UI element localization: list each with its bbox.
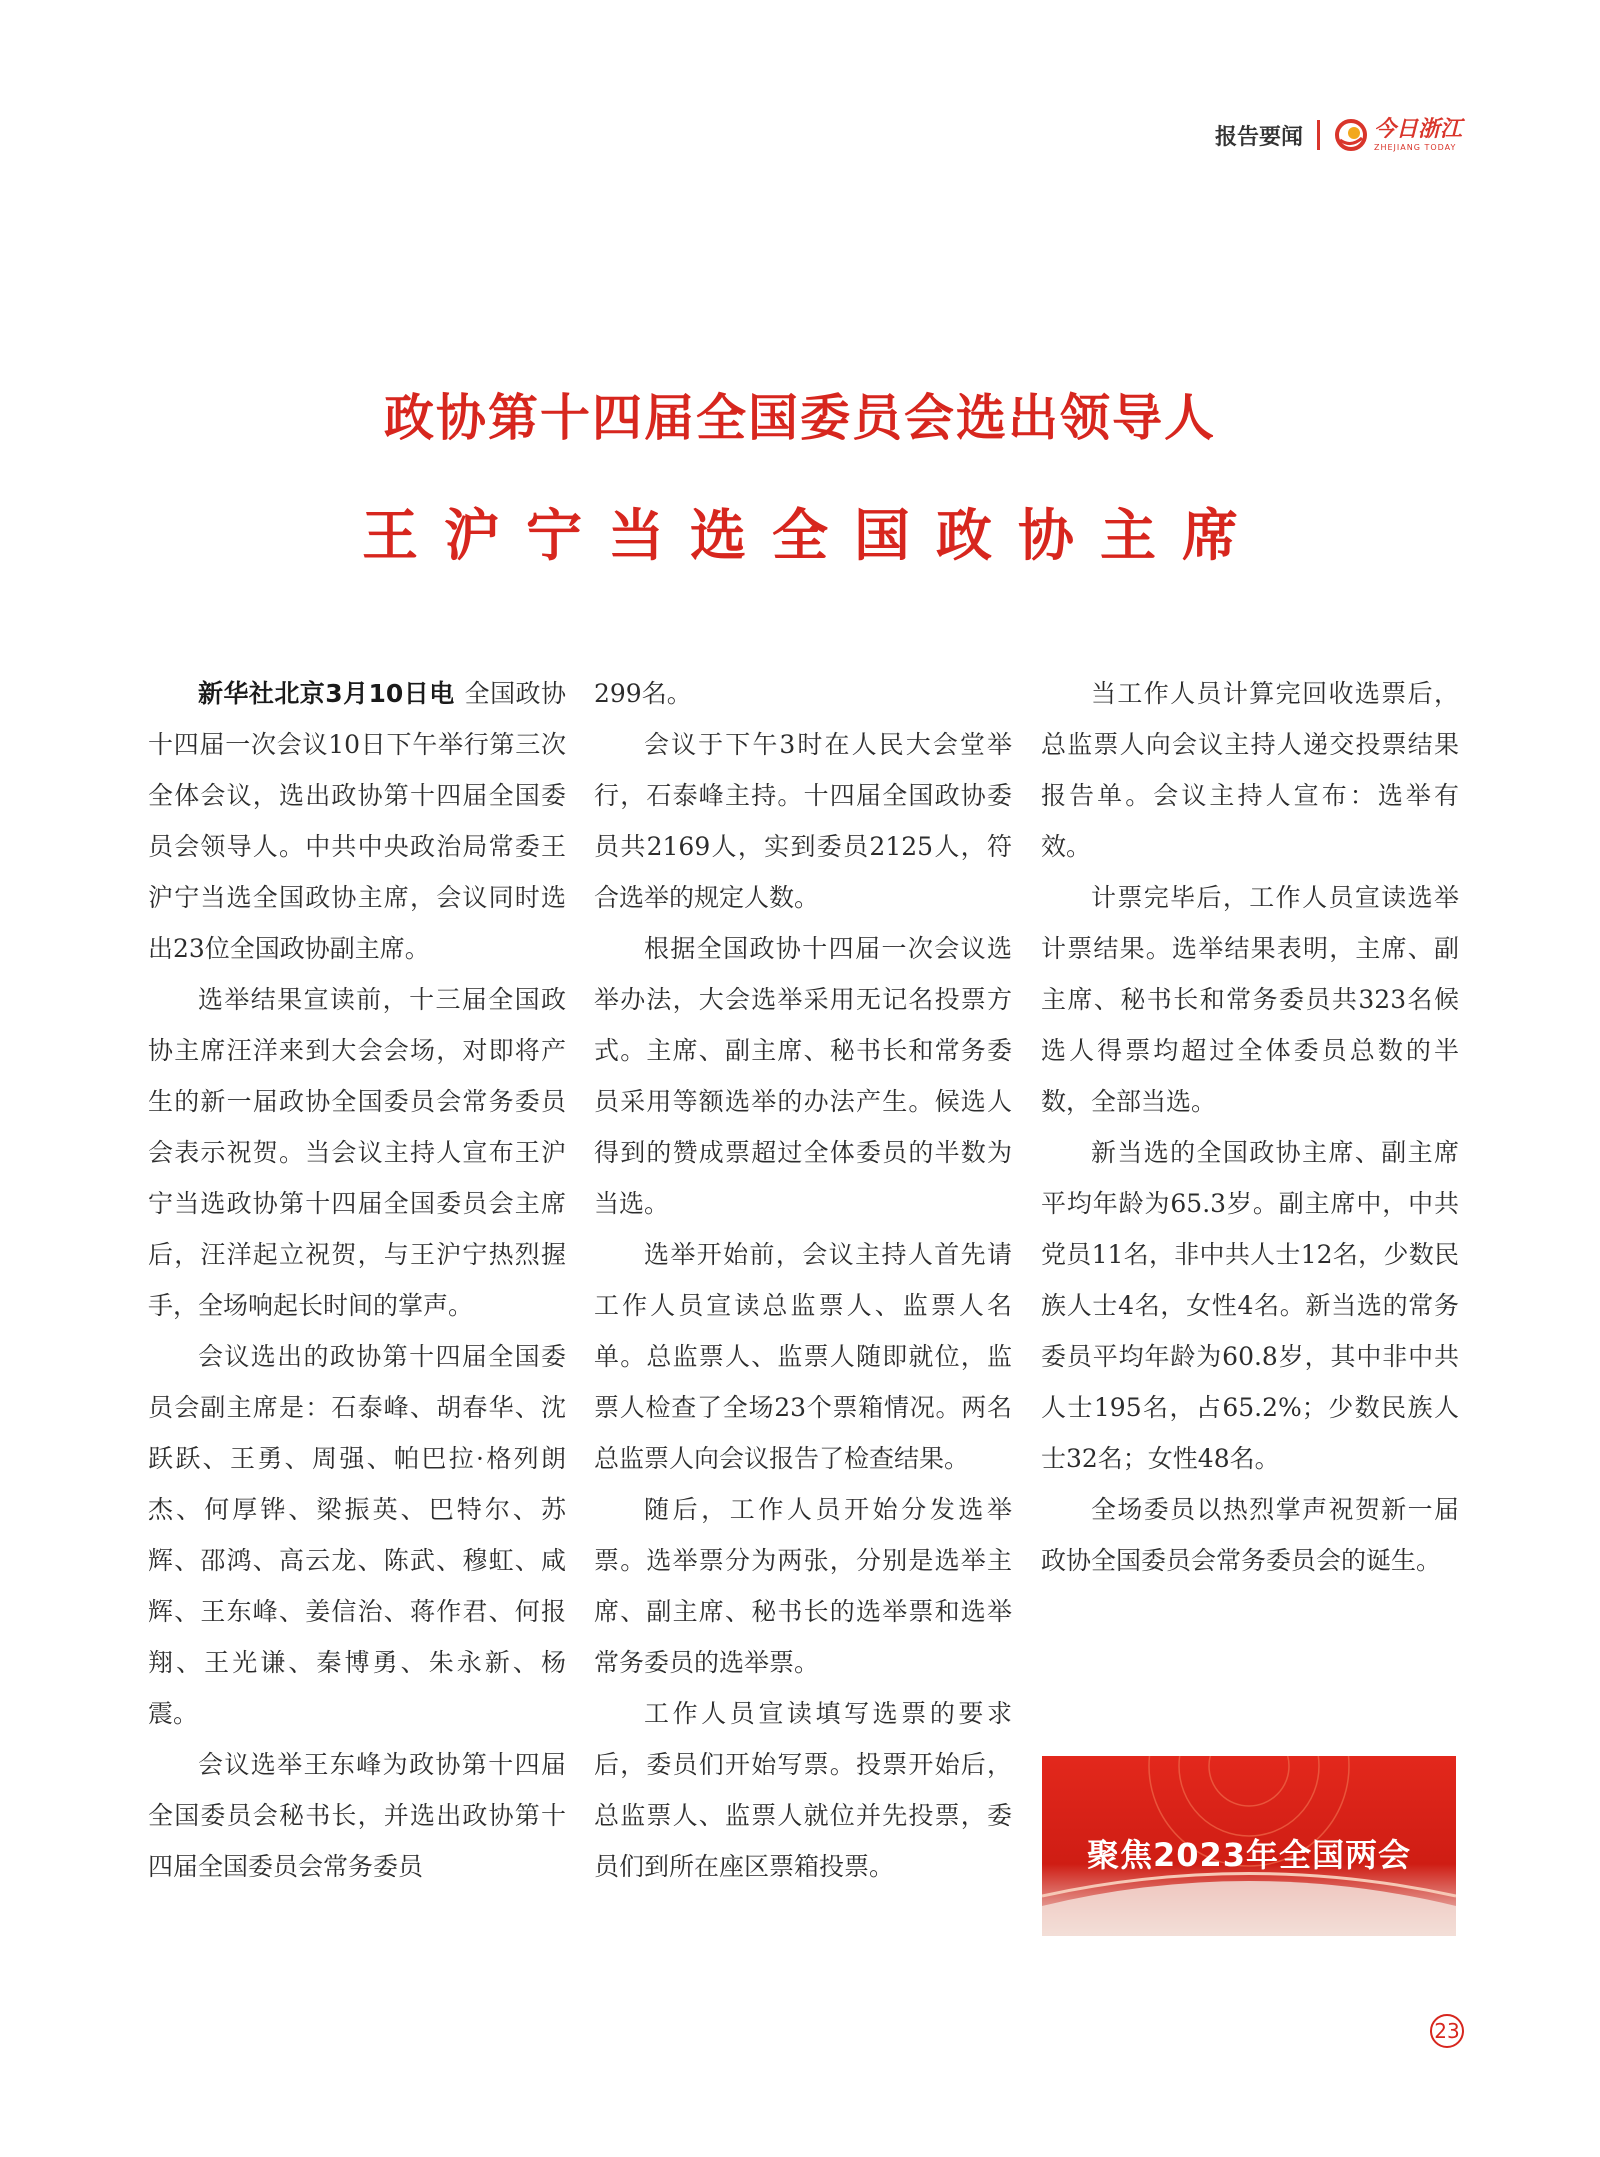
page-header [1215,118,1462,152]
article-column-1 [148,668,566,1892]
banner-title: 聚焦2023年全国两会 [1086,1836,1412,1874]
article-paragraph: 选举开始前，会议主持人首先请工作人员宣读总监票人、监票人名单。总监票人、监票人随即就位，监票人检查了全场23个票箱情况。两名总监票人向会议报告了检查结果。 [594,1240,1012,1473]
article-paragraph: 会议于下午3时在人民大会堂举行，石泰峰主持。十四届全国政协委员共2169人，实到委员2125人，符合选举的规定人数。 [594,730,1012,912]
header-divider [1317,120,1320,150]
article-paragraph: 根据全国政协十四届一次会议选举办法，大会选举采用无记名投票方式。主席、副主席、秘书长和常务委员采用等额选举的办法产生。候选人得到的赞成票超过全体委员的半数为当选。 [594,934,1012,1218]
article-paragraph: 选举结果宣读前，十三届全国政协主席汪洋来到大会会场，对即将产生的新一届政协全国委员会常务委员会表示祝贺。当会议主持人宣布王沪宁当选政协第十四届全国委员会主席后，汪洋起立祝贺，与王沪宁热烈握手，全场响起长时间的掌声。 [148,985,566,1320]
article-paragraph: 全场委员以热烈掌声祝贺新一届政协全国委员会常务委员会的诞生。 [1041,1495,1459,1575]
article-paragraph-continued: 299名。 [594,679,692,708]
publication-logo [1334,118,1462,152]
article-title-line-2: 王沪宁当选全国政协主席 [362,504,1264,569]
logo-english-name: ZHEJIANG TODAY [1373,142,1457,152]
article-column-3 [1041,668,1459,1586]
topic-banner[interactable] [1042,1756,1456,1936]
article-column-2 [594,668,1012,1892]
page-number: 23 [1430,2014,1464,2048]
article-title-line-1: 政协第十四届全国委员会选出领导人 [384,388,1216,447]
logo-chinese-name: 今日浙江 [1373,116,1462,142]
article-paragraph: 新当选的全国政协主席、副主席平均年龄为65.3岁。副主席中，中共党员11名，非中共人士12名，少数民族人士4名，女性4名。新当选的常务委员平均年龄为60.8岁，其中非中共人士195名，占65.2%；少数民族人士32名；女性48名。 [1041,1138,1459,1473]
article-paragraph [148,668,566,974]
article-paragraph: 工作人员宣读填写选票的要求后，委员们开始写票。投票开始后，总监票人、监票人就位并先投票，委员们到所在座区票箱投票。 [594,1699,1012,1881]
article-paragraph: 当工作人员计算完回收选票后，总监票人向会议主持人递交投票结果报告单。会议主持人宣布：选举有效。 [1041,679,1459,861]
article-paragraph: 会议选出的政协第十四届全国委员会副主席是：石泰峰、胡春华、沈跃跃、王勇、周强、帕巴拉·格列朗杰、何厚铧、梁振英、巴特尔、苏辉、邵鸿、高云龙、陈武、穆虹、咸辉、王东峰、姜信治、蒋作君、何报翔、王光谦、秦博勇、朱永新、杨震。 [148,1342,566,1728]
section-label: 报告要闻 [1214,124,1303,150]
dateline: 新华社北京3月10日电 [198,679,455,708]
article-paragraph: 计票完毕后，工作人员宣读选举计票结果。选举结果表明，主席、副主席、秘书长和常务委员共323名候选人得票均超过全体委员总数的半数，全部当选。 [1041,883,1459,1116]
paragraph-text: 全国政协十四届一次会议10日下午举行第三次全体会议，选出政协第十四届全国委员会领导人。中共中央政治局常委王沪宁当选全国政协主席，会议同时选出23位全国政协副主席。 [148,679,566,963]
article-paragraph: 会议选举王东峰为政协第十四届全国委员会秘书长，并选出政协第十四届全国委员会常务委员 [148,1750,566,1881]
article-paragraph: 随后，工作人员开始分发选举票。选举票分为两张，分别是选举主席、副主席、秘书长的选举票和选举常务委员的选举票。 [594,1495,1012,1677]
logo-swirl-icon [1334,118,1368,152]
